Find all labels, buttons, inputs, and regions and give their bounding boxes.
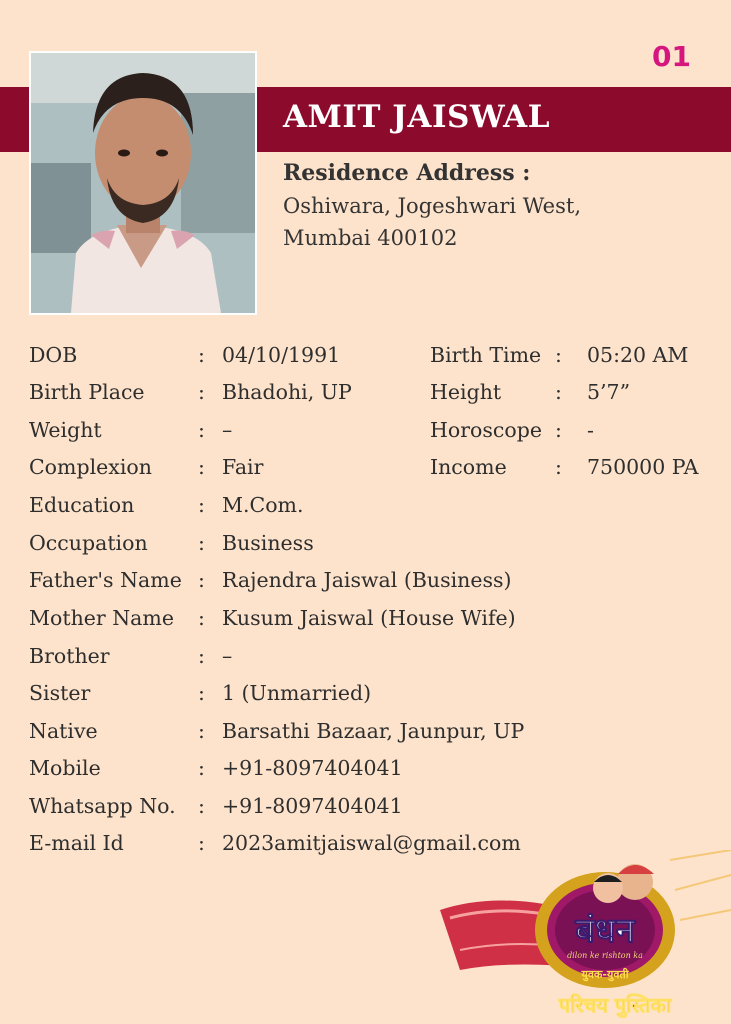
- value-dob: 04/10/1991: [222, 343, 341, 367]
- candidate-name: AMIT JAISWAL: [283, 99, 551, 135]
- value-native: Barsathi Bazaar, Jaunpur, UP: [222, 719, 525, 743]
- separator: :: [198, 493, 205, 517]
- label-sister: Sister: [29, 681, 91, 705]
- separator: :: [198, 531, 205, 555]
- label-height: Height: [430, 380, 502, 404]
- value-mother-name: Kusum Jaiswal (House Wife): [222, 606, 516, 630]
- value-horoscope: -: [587, 418, 594, 442]
- address-line-1: Oshiwara, Jogeshwari West,: [283, 194, 581, 218]
- label-mother-name: Mother Name: [29, 606, 174, 630]
- value-height: 5’7”: [587, 380, 631, 404]
- separator: :: [198, 794, 205, 818]
- label-mobile: Mobile: [29, 756, 101, 780]
- label-birth-time: Birth Time: [430, 343, 542, 367]
- label-dob: DOB: [29, 343, 78, 367]
- address-line-2: Mumbai 400102: [283, 226, 458, 250]
- label-complexion: Complexion: [29, 455, 152, 479]
- separator: :: [555, 343, 562, 367]
- label-occupation: Occupation: [29, 531, 148, 555]
- address-label: Residence Address :: [283, 160, 531, 186]
- logo-main-text: बंधन: [575, 911, 635, 951]
- value-whatsapp: +91-8097404041: [222, 794, 403, 818]
- separator: :: [555, 418, 562, 442]
- separator: :: [198, 644, 205, 668]
- label-birth-place: Birth Place: [29, 380, 145, 404]
- label-weight: Weight: [29, 418, 102, 442]
- label-native: Native: [29, 719, 98, 743]
- value-mobile: +91-8097404041: [222, 756, 403, 780]
- separator: :: [198, 418, 205, 442]
- value-email: 2023amitjaiswal@gmail.com: [222, 831, 521, 855]
- page-number: 01: [652, 40, 691, 73]
- value-sister: 1 (Unmarried): [222, 681, 372, 705]
- separator: :: [198, 380, 205, 404]
- label-fathers-name: Father's Name: [29, 568, 182, 592]
- separator: :: [198, 455, 205, 479]
- value-occupation: Business: [222, 531, 314, 555]
- value-income: 750000 PA: [587, 455, 699, 479]
- logo-tagline: dilon ke rishton ka: [567, 951, 643, 960]
- label-education: Education: [29, 493, 135, 517]
- separator: :: [555, 455, 562, 479]
- separator: :: [198, 831, 205, 855]
- person-photo-illustration: [31, 53, 255, 313]
- profile-photo: [29, 51, 257, 315]
- value-complexion: Fair: [222, 455, 264, 479]
- label-horoscope: Horoscope: [430, 418, 542, 442]
- value-brother: –: [222, 644, 233, 668]
- separator: :: [198, 568, 205, 592]
- value-weight: –: [222, 418, 233, 442]
- label-income: Income: [430, 455, 507, 479]
- bandhan-logo: [440, 850, 731, 1024]
- separator: :: [198, 343, 205, 367]
- separator: :: [198, 681, 205, 705]
- logo-sub-text: युवक-युवती: [581, 968, 629, 981]
- separator: :: [555, 380, 562, 404]
- value-education: M.Com.: [222, 493, 304, 517]
- logo-bottom-text: परिचय पुस्तिका: [558, 993, 672, 1017]
- label-email: E-mail Id: [29, 831, 124, 855]
- value-birth-place: Bhadohi, UP: [222, 380, 352, 404]
- separator: :: [198, 756, 205, 780]
- label-brother: Brother: [29, 644, 110, 668]
- separator: :: [198, 606, 205, 630]
- value-fathers-name: Rajendra Jaiswal (Business): [222, 568, 512, 592]
- separator: :: [198, 719, 205, 743]
- value-birth-time: 05:20 AM: [587, 343, 689, 367]
- label-whatsapp: Whatsapp No.: [29, 794, 176, 818]
